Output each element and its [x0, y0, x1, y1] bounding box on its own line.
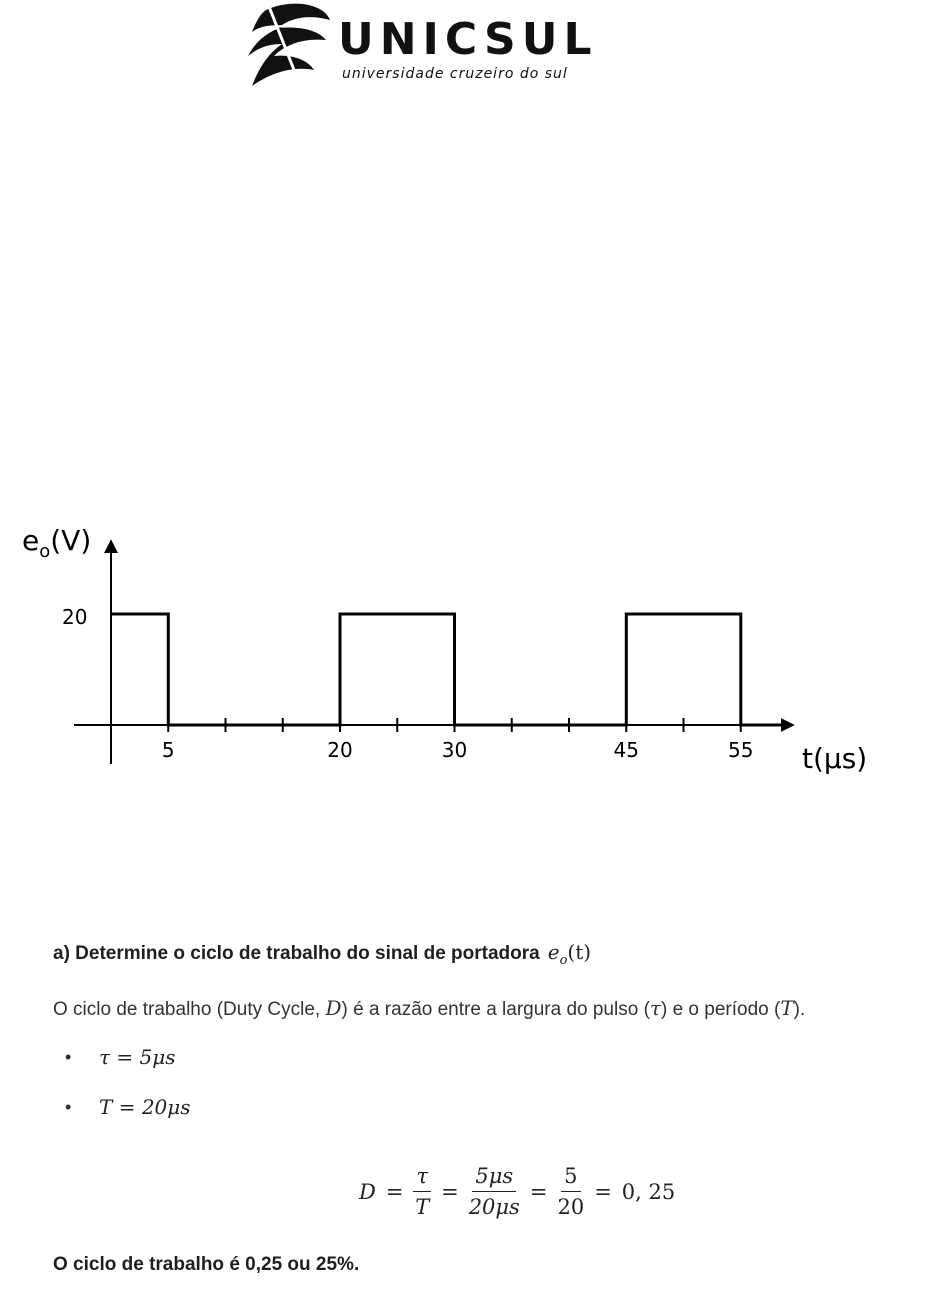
x-tick-label-45: 45 — [613, 738, 639, 762]
heading-text: a) Determine o ciclo de trabalho do sinal de portadora — [53, 943, 540, 964]
heading-math: $e_o(t)$ — [547, 940, 592, 968]
conclusion-text: O ciclo de trabalho é 0,25 ou 25%. — [53, 1254, 360, 1275]
logo-subtitle: universidade cruzeiro do sul — [342, 66, 568, 82]
given-values-list — [53, 1037, 923, 1137]
fraction-5us-over-20us: $\frac{5\mu s}{20\mu s}$ — [468, 1164, 520, 1219]
x-tick-label-30: 30 — [441, 738, 468, 762]
question-heading — [53, 940, 923, 968]
intro-paragraph: O ciclo de trabalho (Duty Cycle, D) é a razão entre a largura do pulso (τ) e o período (T). — [53, 996, 806, 1020]
solution-section — [53, 940, 923, 1275]
equation-result: 0, 25 — [621, 1179, 676, 1204]
list-item: • τ = 5μs — [53, 1037, 923, 1087]
y-tick-label-20: 20 — [62, 605, 88, 629]
x-tick-label-5: 5 — [161, 738, 175, 762]
logo-emblem-icon — [238, 0, 338, 92]
duty-cycle-equation: D = $\frac{\tau}{T}$ = $\frac{5\mu s}{20\mu s}$ = $\frac{5}{20}$ = 0, 25 — [359, 1164, 676, 1219]
x-axis-label: t(μs) — [802, 742, 868, 775]
fraction-tau-over-T: $\frac{\tau}{T}$ — [415, 1164, 430, 1219]
logo-wordmark: UNICSUL — [338, 14, 598, 65]
y-axis-label: $e_o(V)$ — [22, 524, 92, 562]
signal-trace — [111, 614, 781, 725]
waveform-svg — [0, 520, 929, 790]
x-tick-label-20: 20 — [327, 738, 353, 762]
list-item: • T = 20μs — [53, 1087, 923, 1137]
unicsul-logo — [238, 0, 618, 92]
waveform-chart — [0, 520, 929, 790]
fraction-5-over-20: $\frac{5}{20}$ — [557, 1164, 585, 1219]
x-tick-label-55: 55 — [728, 738, 754, 762]
